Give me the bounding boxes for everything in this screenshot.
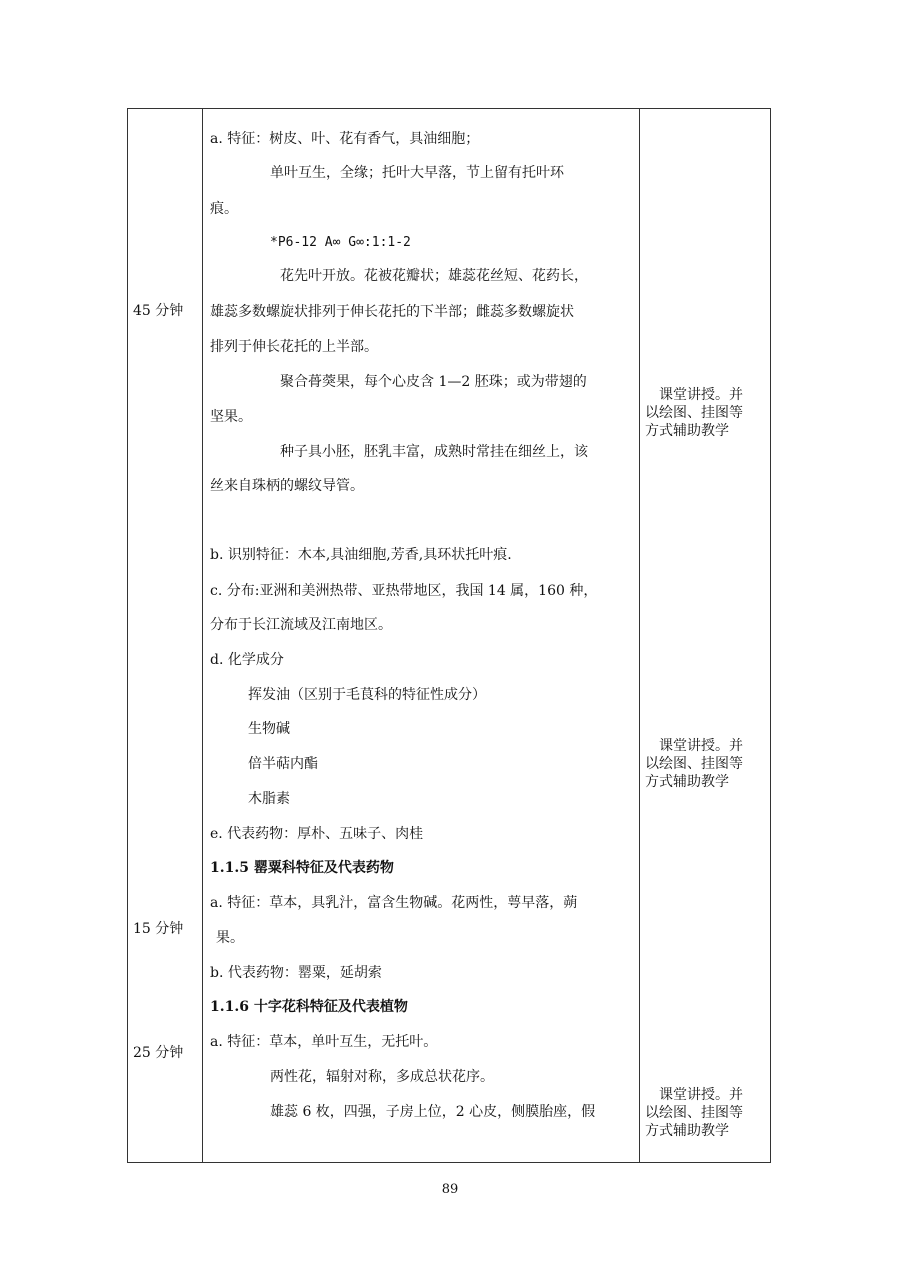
content-line: a. 特征：草本，具乳汁，富含生物碱。花两性，萼早落，蒴	[210, 895, 578, 911]
content-line: 坚果。	[210, 409, 252, 425]
content-line: e. 代表药物：厚朴、五味子、肉桂	[210, 826, 424, 842]
content-line: 种子具小胚，胚乳丰富，成熟时常挂在细丝上，该	[280, 444, 588, 460]
column-divider-1	[202, 108, 203, 1163]
time-cell: 45 分钟	[133, 303, 184, 319]
page-number: 89	[441, 1182, 459, 1197]
teaching-method-cell	[645, 737, 770, 791]
content-line: c. 分布:亚洲和美洲热带、亚热带地区，我国 14 属，160 种，	[210, 583, 598, 599]
method-line: 课堂讲授。并	[659, 387, 743, 403]
content-line: 花先叶开放。花被花瓣状；雄蕊花丝短、花药长，	[280, 268, 588, 284]
content-line: a. 特征：树皮、叶、花有香气，具油细胞；	[210, 131, 480, 147]
method-line: 课堂讲授。并	[659, 738, 743, 754]
section-heading: 1.1.5 罂粟科特征及代表药物	[210, 860, 394, 876]
content-line: 果。	[216, 930, 244, 946]
content-line: 痕。	[210, 201, 238, 217]
time-cell: 25 分钟	[133, 1045, 184, 1061]
content-line: 排列于伸长花托的上半部。	[210, 339, 378, 355]
content-line: d. 化学成分	[210, 652, 284, 668]
content-line: b. 识别特征：木本,具油细胞,芳香,具环状托叶痕.	[210, 547, 512, 563]
time-cell: 15 分钟	[133, 921, 184, 937]
teaching-method-cell	[645, 386, 770, 440]
method-line: 以绘图、挂图等	[645, 405, 743, 421]
method-line: 方式辅助教学	[645, 1123, 729, 1139]
content-line: 雄蕊多数螺旋状排列于伸长花托的下半部；雌蕊多数螺旋状	[210, 304, 574, 320]
method-line: 方式辅助教学	[645, 423, 729, 439]
content-line: 生物碱	[248, 721, 290, 737]
method-line: 课堂讲授。并	[659, 1087, 743, 1103]
content-line: 雄蕊 6 枚，四强，子房上位，2 心皮，侧膜胎座，假	[270, 1104, 596, 1120]
content-line: 单叶互生，全缘；托叶大早落，节上留有托叶环	[270, 165, 564, 181]
content-line: 倍半萜内酯	[248, 756, 318, 772]
content-line: 聚合蓇葖果，每个心皮含 1—2 胚珠；或为带翅的	[280, 374, 587, 390]
content-line: 丝来自珠柄的螺纹导管。	[210, 478, 364, 494]
section-heading: 1.1.6 十字花科特征及代表植物	[210, 999, 408, 1015]
method-line: 以绘图、挂图等	[645, 1105, 743, 1121]
content-line: 木脂素	[248, 791, 290, 807]
content-line: 挥发油（区别于毛茛科的特征性成分）	[248, 687, 486, 703]
method-line: 以绘图、挂图等	[645, 756, 743, 772]
content-line: 两性花，辐射对称，多成总状花序。	[270, 1069, 494, 1085]
method-line: 方式辅助教学	[645, 774, 729, 790]
content-line: b. 代表药物：罂粟，延胡索	[210, 965, 382, 981]
floral-formula: *P6-12 A∞ G∞:1:1-2	[270, 235, 411, 250]
content-line: a. 特征：草本，单叶互生，无托叶。	[210, 1034, 438, 1050]
column-divider-2	[639, 108, 640, 1163]
teaching-method-cell	[645, 1086, 770, 1140]
content-line: 分布于长江流域及江南地区。	[210, 617, 392, 633]
